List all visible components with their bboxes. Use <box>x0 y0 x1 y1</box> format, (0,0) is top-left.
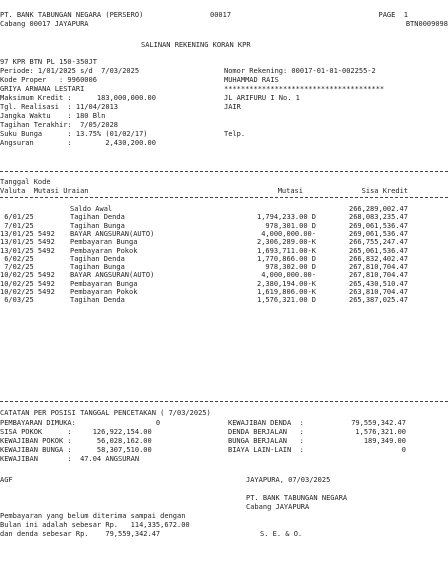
row-date-code: 7/02/25 <box>0 263 34 272</box>
row-description: Pembayaran Bunga <box>70 279 138 288</box>
address-line-1: JL ARIFURU I No. 1 <box>224 94 300 102</box>
summary-title: CATATAN PER POSISI TANGGAL PENCETAKAN ( 7/03/2025) <box>0 409 211 417</box>
divider <box>0 401 448 402</box>
branch-code: 00017 <box>210 11 232 19</box>
place-date: JAYAPURA, 07/03/2025 <box>246 476 331 484</box>
row-date-code: 13/01/25 5492 <box>0 246 55 255</box>
row-mutasi: 1,619,806.00-K <box>256 288 316 296</box>
summary-kewajiban-angsuran: KEWAJIBAN : 47.04 ANGSURAN <box>0 455 140 463</box>
row-sisa-kredit: 266,755,247.47 <box>348 238 408 247</box>
summary-pembayaran-dimuka: PEMBAYARAN DIMUKA: 0 <box>0 419 161 427</box>
summary-label-biaya-lain: BIAYA LAIN-LAIN : <box>228 446 304 454</box>
row-mutasi: 978,302.00 D <box>265 263 316 272</box>
branch-name: Cabang 00017 JAYAPURA <box>0 20 89 28</box>
row-mutasi: 1,794,233.00 D <box>256 213 316 222</box>
document-id: BTN0009098 <box>405 20 448 28</box>
period: Periode: 1/01/2025 s/d 7/03/2025 <box>0 67 140 75</box>
row-date-code: 7/01/25 <box>0 221 34 230</box>
row-description: Saldo Awal <box>70 205 113 213</box>
row-date-code: 6/02/25 <box>0 254 34 263</box>
summary-value-denda-berjalan: 1,576,321.00 <box>355 428 406 436</box>
tgl-realisasi: Tgl. Realisasi : 11/04/2013 <box>0 103 119 111</box>
row-date-code: 10/02/25 5492 <box>0 288 55 296</box>
signature-branch: Cabang JAYAPURA <box>246 503 310 511</box>
summary-label-bunga-berjalan: BUNGA BERJALAN : <box>228 437 304 445</box>
summary-value-biaya-lain: 0 <box>401 446 406 454</box>
angsuran: Angsuran : 2,430,200.00 <box>0 139 156 147</box>
row-mutasi: 4,000,000.00- <box>261 271 316 280</box>
row-sisa-kredit: 266,832,402.47 <box>348 254 408 263</box>
suku-bunga: Suku Bunga : 13.75% (01/02/17) <box>0 130 148 138</box>
row-description: Pembayaran Pokok <box>70 288 138 296</box>
row-date-code: 6/03/25 <box>0 296 34 305</box>
summary-sisa-pokok: SISA POKOK : 126,922,154.00 <box>0 428 152 436</box>
row-sisa-kredit: 266,289,002.47 <box>348 205 408 213</box>
maksimum-kredit: Maksimum Kredit : 183,000,000.00 <box>0 94 156 102</box>
row-description: Tagihan Denda <box>70 296 125 305</box>
column-header-valuta: Valuta Mutasi Uraian <box>0 187 89 195</box>
agf-label: AGF <box>0 476 13 484</box>
tagihan-terakhir: Tagihan Terakhir: 7/05/2028 <box>0 121 119 129</box>
row-description: Tagihan Bunga <box>70 221 125 230</box>
jangka-waktu: Jangka Waktu : 180 Bln <box>0 112 106 120</box>
row-sisa-kredit: 265,061,536.47 <box>348 246 408 255</box>
masked-line: ************************************** <box>224 85 385 93</box>
outstanding-note-1: Pembayaran yang belum diterima sampai dengan <box>0 512 186 520</box>
bank-name: PT. BANK TABUNGAN NEGARA (PERSERO) <box>0 11 144 19</box>
column-header-mutasi: Mutasi <box>277 187 303 195</box>
row-sisa-kredit: 268,083,235.47 <box>348 213 408 222</box>
row-date-code: 13/01/25 5492 <box>0 238 55 247</box>
column-header-tanggal: Tanggal Kode <box>0 178 51 186</box>
address-line-2: JAIR <box>224 103 241 111</box>
column-header-sisa-kredit: Sisa Kredit <box>361 187 408 195</box>
row-sisa-kredit: 265,387,025.47 <box>348 296 408 305</box>
row-date-code: 13/01/25 5492 <box>0 229 55 238</box>
row-date-code: 10/02/25 5492 <box>0 279 55 288</box>
outstanding-note-2: Bulan ini adalah sebesar Rp. 114,335,672.00 <box>0 521 190 529</box>
summary-value-bunga-berjalan: 189,349.00 <box>363 437 406 445</box>
row-description: Pembayaran Bunga <box>70 238 138 247</box>
row-mutasi: 4,000,000.00- <box>261 229 316 238</box>
kode-proper: Kode Proper : 9960006 <box>0 76 97 84</box>
page-title: SALINAN REKENING KORAN KPR <box>141 41 251 49</box>
row-mutasi: 1,770,866.00 D <box>256 254 316 263</box>
page-number: PAGE 1 <box>378 11 408 19</box>
row-mutasi: 1,576,321.00 D <box>256 296 316 305</box>
summary-value-kewajiban-denda: 79,559,342.47 <box>351 419 406 427</box>
summary-kewajiban-bunga: KEWAJIBAN BUNGA : 58,307,510.00 <box>0 446 152 454</box>
outstanding-note-3: dan denda sebesar Rp. 79,559,342.47 <box>0 530 161 538</box>
summary-kewajiban-pokok: KEWAJIBAN POKOK : 56,028,162.00 <box>0 437 152 445</box>
row-sisa-kredit: 269,061,536.47 <box>348 221 408 230</box>
row-sisa-kredit: 267,810,704.47 <box>348 263 408 272</box>
signature-bank: PT. BANK TABUNGAN NEGARA <box>246 494 348 502</box>
row-mutasi: 2,380,194.00-K <box>256 279 316 288</box>
row-mutasi: 1,693,711.00-K <box>256 246 316 255</box>
project-name: GRIYA ARWANA LESTARI <box>0 85 85 93</box>
row-description: Tagihan Denda <box>70 254 125 263</box>
row-sisa-kredit: 263,810,704.47 <box>348 288 408 296</box>
row-description: Tagihan Denda <box>70 213 125 222</box>
row-sisa-kredit: 265,430,510.47 <box>348 279 408 288</box>
row-mutasi: 2,306,289.00-K <box>256 238 316 247</box>
row-date-code: 10/02/25 5492 <box>0 271 55 280</box>
row-description: BAYAR ANGSURAN(AUTO) <box>70 229 155 238</box>
product-name: 97 KPR BTN PL 150-350JT <box>0 58 97 66</box>
row-description: BAYAR ANGSURAN(AUTO) <box>70 271 155 280</box>
row-description: Tagihan Bunga <box>70 263 125 272</box>
summary-label-kewajiban-denda: KEWAJIBAN DENDA : <box>228 419 304 427</box>
row-description: Pembayaran Pokok <box>70 246 138 255</box>
errors-omissions: S. E. & O. <box>260 530 303 538</box>
summary-label-denda-berjalan: DENDA BERJALAN : <box>228 428 304 436</box>
divider <box>0 197 448 198</box>
telephone: Telp. <box>224 130 246 138</box>
row-mutasi: 978,301.00 D <box>265 221 316 230</box>
row-sisa-kredit: 269,061,536.47 <box>348 229 408 238</box>
row-sisa-kredit: 267,810,704.47 <box>348 271 408 280</box>
customer-name: MUHAMMAD RAIS <box>224 76 279 84</box>
account-number: Nomor Rekening: 00017-01-01-002255-2 <box>224 67 376 75</box>
divider <box>0 171 448 172</box>
row-date-code: 6/01/25 <box>0 213 34 222</box>
